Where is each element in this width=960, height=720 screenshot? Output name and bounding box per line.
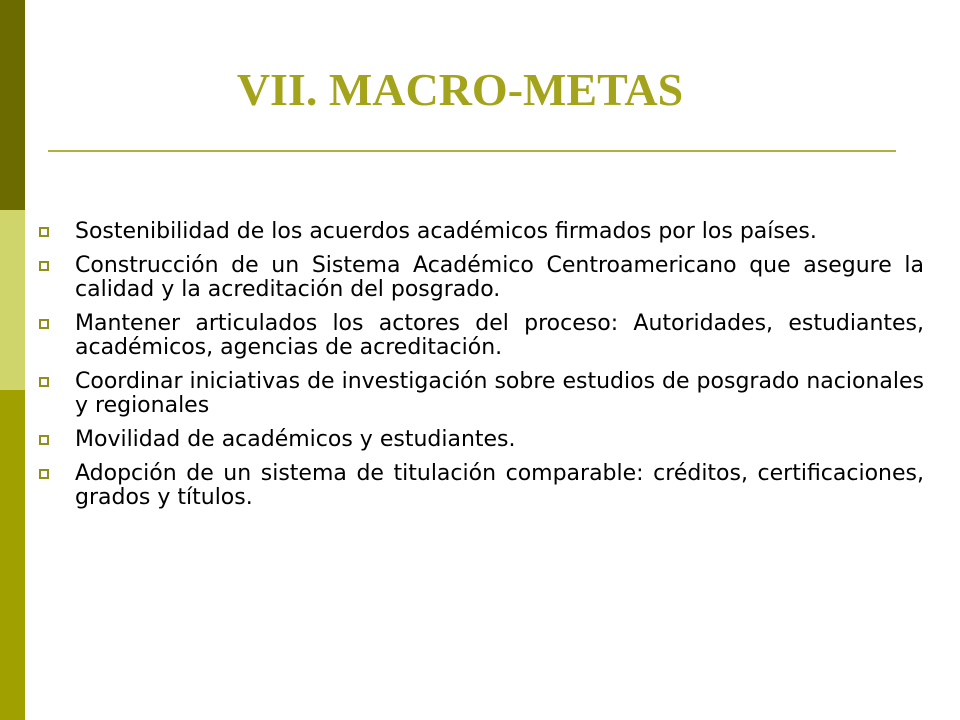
bullet-text: Coordinar iniciativas de investigación sobre estudios de posgrado nacionales y regionales (75, 369, 924, 418)
bullet-item-sostenibilidad (36, 220, 924, 244)
square-bullet-icon (39, 227, 49, 237)
title-underline-rule (48, 150, 896, 152)
bullet-item-construccion (36, 254, 924, 302)
square-bullet-icon (39, 469, 49, 479)
bullet-text: Movilidad de académicos y estudiantes. (75, 427, 516, 452)
slide-title: VII. MACRO-METAS (236, 64, 684, 115)
bullet-text: Mantener articulados los actores del proceso: Autoridades, estudiantes, académicos, agencias de acreditación. (75, 311, 924, 360)
sidebar-band-mid (0, 390, 25, 720)
bullet-item-mantener (36, 312, 924, 360)
bullet-list (36, 220, 924, 520)
square-bullet-icon (39, 377, 49, 387)
square-bullet-icon (39, 261, 49, 271)
bullet-item-movilidad (36, 428, 924, 452)
square-bullet-icon (39, 319, 49, 329)
square-bullet-icon (39, 435, 49, 445)
bullet-text: Adopción de un sistema de titulación comparable: créditos, certificaciones, grados y títulos. (75, 461, 924, 510)
bullet-text: Construcción de un Sistema Académico Centroamericano que asegure la calidad y la acreditación del posgrado. (75, 253, 924, 302)
sidebar-band-light (0, 210, 25, 390)
bullet-item-adopcion (36, 462, 924, 510)
bullet-item-coordinar (36, 370, 924, 418)
bullet-text: Sostenibilidad de los acuerdos académicos firmados por los países. (75, 219, 817, 244)
